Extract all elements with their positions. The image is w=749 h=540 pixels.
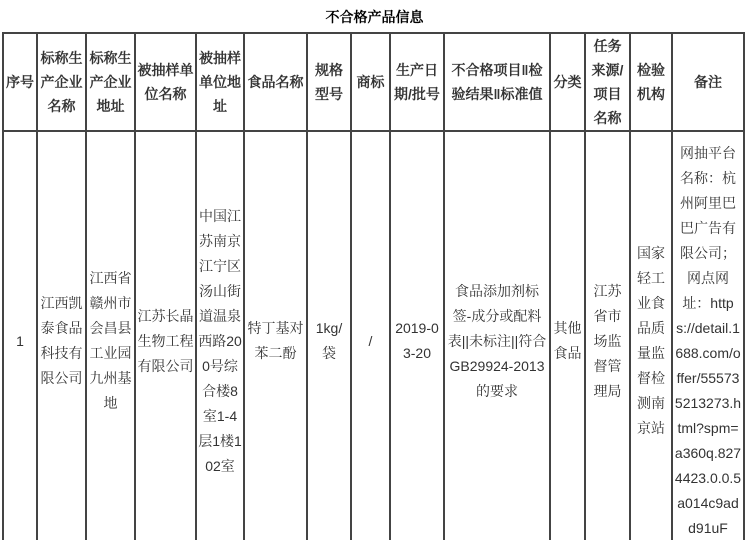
cell-sampled-unit-name: 江苏长晶生物工程有限公司 xyxy=(135,131,196,540)
col-header-category: 分类 xyxy=(550,33,585,131)
col-header-sampled-unit-name: 被抽样单位名称 xyxy=(135,33,196,131)
col-header-sampled-unit-address: 被抽样单位地址 xyxy=(196,33,244,131)
page-title: 不合格产品信息 xyxy=(325,9,424,25)
table-header-row xyxy=(3,33,744,131)
col-header-labeled-manufacturer-address: 标称生产企业地址 xyxy=(86,33,135,131)
cell-trademark: / xyxy=(351,131,390,540)
cell-inspection-agency: 国家轻工业食品质量监督检测南京站 xyxy=(630,131,672,540)
col-header-specification-model: 规格型号 xyxy=(307,33,351,131)
cell-failed-item-result-standard: 食品添加剂标签-成分或配料表||未标注||符合GB29924-2013的要求 xyxy=(444,131,550,540)
cell-sampled-unit-address: 中国江苏南京江宁区汤山街道温泉西路200号综合楼8室1-4层1楼102室 xyxy=(196,131,244,540)
cell-task-source-project: 江苏省市场监督管理局 xyxy=(585,131,630,540)
cell-serial-number: 1 xyxy=(3,131,37,540)
col-header-serial-number: 序号 xyxy=(3,33,37,131)
cell-specification-model: 1kg/袋 xyxy=(307,131,351,540)
nonconforming-products-table xyxy=(2,32,745,540)
col-header-failed-item-result-standard: 不合格项目‖检验结果‖标准值 xyxy=(444,33,550,131)
col-header-inspection-agency: 检验机构 xyxy=(630,33,672,131)
col-header-remarks: 备注 xyxy=(672,33,744,131)
cell-production-date-batch: 2019-03-20 xyxy=(390,131,444,540)
table-row xyxy=(3,131,744,540)
col-header-task-source-project: 任务来源/项目名称 xyxy=(585,33,630,131)
col-header-labeled-manufacturer-name: 标称生产企业名称 xyxy=(37,33,86,131)
cell-remarks: 网抽平台名称：杭州阿里巴巴广告有限公司；网点网址：https://detail.1688.com/offer/555735213273.html?spm=a360q.8274423.0.0.5a014c9add91uF xyxy=(672,131,744,540)
cell-food-name: 特丁基对苯二酚 xyxy=(244,131,307,540)
col-header-food-name: 食品名称 xyxy=(244,33,307,131)
col-header-trademark: 商标 xyxy=(351,33,390,131)
col-header-production-date-batch: 生产日期/批号 xyxy=(390,33,444,131)
cell-labeled-manufacturer-address: 江西省赣州市会昌县工业园九州基地 xyxy=(86,131,135,540)
cell-labeled-manufacturer-name: 江西凯泰食品科技有限公司 xyxy=(37,131,86,540)
cell-category: 其他食品 xyxy=(550,131,585,540)
